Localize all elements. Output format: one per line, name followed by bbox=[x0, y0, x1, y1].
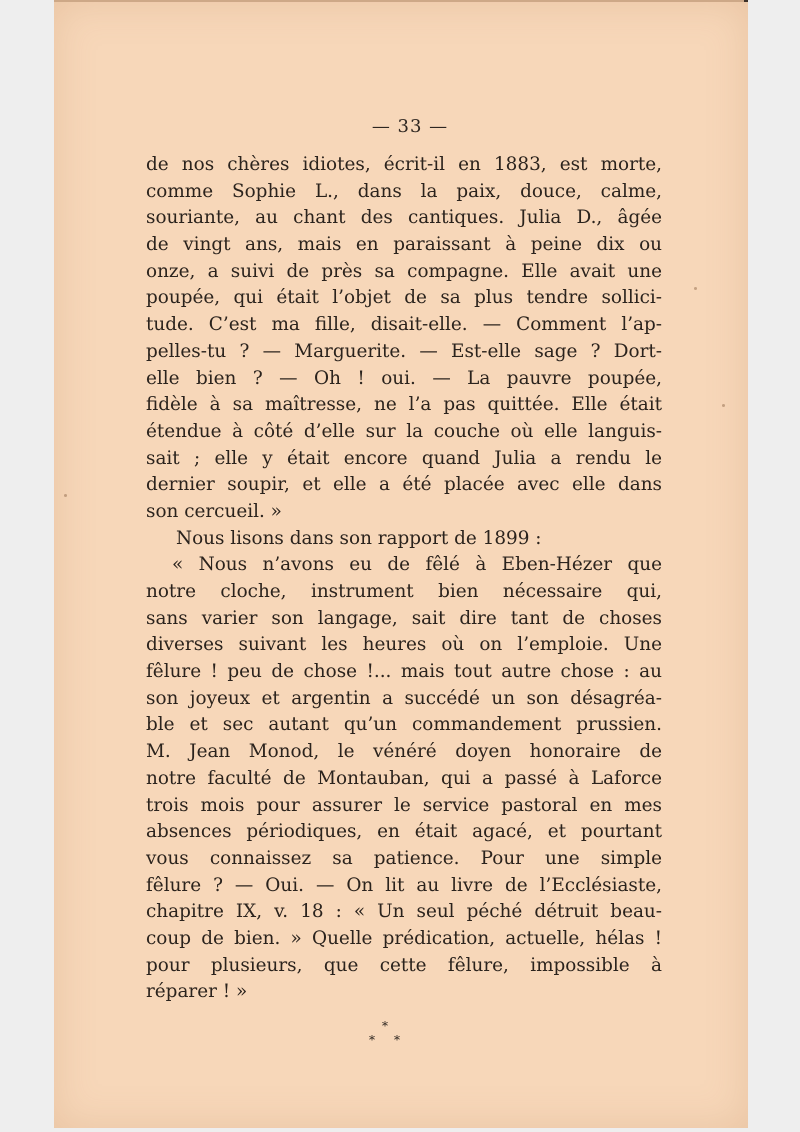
body-text bbox=[146, 152, 662, 1006]
text-line: fêlure ? — Oui. — On lit au livre de l’Ecclésiaste, bbox=[146, 874, 662, 896]
paper-speck bbox=[64, 494, 67, 497]
text-line: fidèle à sa maîtresse, ne l’a pas quittée. Elle était bbox=[146, 394, 662, 416]
text-line: étendue à côté d’elle sur la couche où elle languis- bbox=[146, 420, 662, 442]
text-line: onze, a suivi de près sa compagne. Elle avait une bbox=[146, 260, 662, 282]
asterism-star: * bbox=[382, 1019, 388, 1033]
text-line: coup de bien. » Quelle prédication, actuelle, hélas ! bbox=[146, 927, 662, 949]
text-line: notre cloche, instrument bien nécessaire qui, bbox=[146, 581, 662, 602]
text-line: M. Jean Monod, le vénéré doyen honoraire de bbox=[146, 741, 662, 763]
text-line: absences périodiques, en était agacé, et pourtant bbox=[146, 821, 662, 843]
paragraph-start-line: Nous lisons dans son rapport de 1899 : bbox=[176, 527, 542, 549]
text-line: sait ; elle y était encore quand Julia a rendu le bbox=[146, 447, 662, 469]
page-number: — 33 — bbox=[371, 116, 449, 137]
asterism-separator bbox=[360, 1018, 410, 1052]
text-line: souriante, au chant des cantiques. Julia D., âgée bbox=[146, 207, 662, 229]
paragraph-start-line: « Nous n’avons eu de fêlé à Eben-Hézer que bbox=[172, 554, 662, 576]
text-line: pelles-tu ? — Marguerite. — Est-elle sage ? Dort- bbox=[146, 340, 662, 362]
text-line: poupée, qui était l’objet de sa plus tendre sollici- bbox=[146, 287, 662, 309]
text-line: notre faculté de Montauban, qui a passé à Laforce bbox=[146, 767, 662, 789]
text-line: diverses suivant les heures où on l’emploie. Une bbox=[146, 634, 662, 656]
text-line: son joyeux et argentin a succédé un son désagréa- bbox=[146, 687, 662, 709]
asterism-star: * bbox=[394, 1033, 400, 1047]
text-line: de vingt ans, mais en paraissant à peine dix ou bbox=[146, 234, 662, 256]
text-line: elle bien ? — Oh ! oui. — La pauvre poupée, bbox=[146, 367, 662, 389]
text-line: ble et sec autant qu’un commandement prussien. bbox=[146, 714, 662, 736]
text-line: sans varier son langage, sait dire tant de choses bbox=[146, 607, 662, 629]
text-line: chapitre IX, v. 18 : « Un seul péché détruit beau- bbox=[146, 901, 662, 923]
text-line: trois mois pour assurer le service pastoral en mes bbox=[146, 794, 662, 816]
text-line: pour plusieurs, que cette fêlure, impossible à bbox=[146, 954, 662, 976]
text-line: son cercueil. » bbox=[146, 500, 282, 522]
text-line: dernier soupir, et elle a été placée avec elle dans bbox=[146, 474, 662, 496]
text-line: réparer ! » bbox=[146, 981, 248, 1003]
text-line: fêlure ! peu de chose !... mais tout autre chose : au bbox=[146, 661, 662, 683]
paper-speck bbox=[722, 404, 725, 407]
paper-speck bbox=[694, 287, 697, 290]
text-line: vous connaissez sa patience. Pour une simple bbox=[146, 847, 662, 869]
text-line: tude. C’est ma fille, disait-elle. — Comment l’ap- bbox=[146, 314, 662, 336]
text-line: de nos chères idiotes, écrit-il en 1883, est morte, bbox=[146, 154, 662, 175]
asterism-star: * bbox=[369, 1033, 375, 1047]
text-line: comme Sophie L., dans la paix, douce, calme, bbox=[146, 180, 662, 202]
